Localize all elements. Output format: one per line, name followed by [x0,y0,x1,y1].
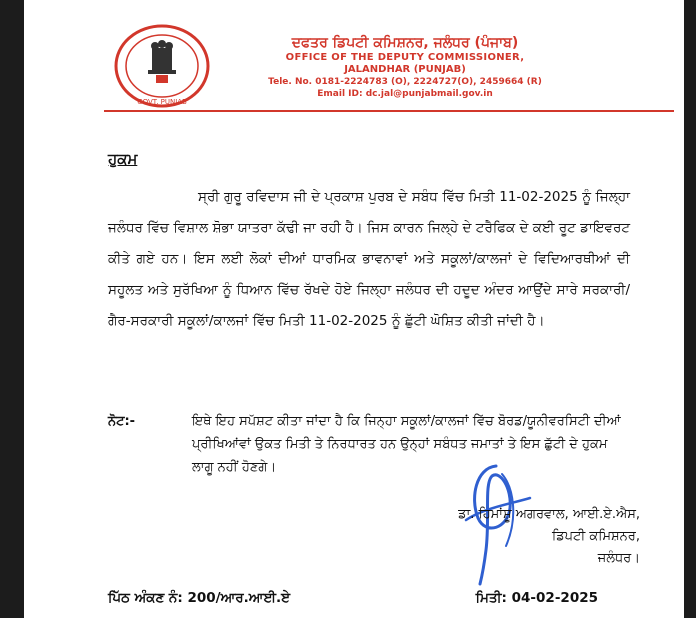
office-title-english: OFFICE OF THE DEPUTY COMMISSIONER, [285,52,525,63]
endorsement-number: ਪਿੱਠ ਅੰਕਣ ਨੰ: 200/ਆਰ.ਆਈ.ਏ [108,590,291,606]
signatory-designation: ਡਿਪਟੀ ਕਮਿਸ਼ਨਰ, [552,529,640,544]
letterhead [24,0,684,118]
government-seal-icon [112,22,212,112]
order-paragraph: ਸ੍ਰੀ ਗੁਰੂ ਰਵਿਦਾਸ ਜੀ ਦੇ ਪ੍ਰਕਾਸ਼ ਪੁਰਬ ਦੇ ਸਬੰਧ ਵਿੱਚ ਮਿਤੀ 11-02-2025 ਨੂੰ ਜਿਲ੍ਹਾ ਜਲੰਧਰ ਵਿੱਚ ਵਿਸ਼ਾਲ ਸ਼ੋਭਾ ਯਾਤਰਾ ਕੱਢੀ ਜਾ ਰਹੀ ਹੈ। ਜਿਸ ਕਾਰਨ ਜਿਲ੍ਹੇ ਦੇ ਟਰੈਫਿਕ ਦੇ ਕਈ ਰੂਟ ਡਾਇਵਰਟ ਕੀਤੇ ਗਏ ਹਨ। ਇਸ ਲਈ ਲੋਕਾਂ ਦੀਆਂ ਧਾਰਮਿਕ ਭਾਵਨਾਵਾਂ ਅਤੇ ਸਕੂਲਾਂ/ਕਾਲਜਾਂ ਦੇ ਵਿਦਿਆਰਥੀਆਂ ਦੀ ਸਹੂਲਤ ਅਤੇ ਸੁਰੱਖਿਆ ਨੂੰ ਧਿਆਨ ਵਿੱਚ ਰੱਖਦੇ ਹੋਏ ਜਿਲ੍ਹਾ ਜਲੰਧਰ ਦੀ ਹਦੂਦ ਅੰਦਰ ਆਉਂਦੇ ਸਾਰੇ ਸਰਕਾਰੀ/ਗੈਰ-ਸਰਕਾਰੀ ਸਕੂਲਾਂ/ਕਾਲਜਾਂ ਵਿੱਚ ਮਿਤੀ 11-02-2025 ਨੂੰ ਛੁੱਟੀ ਘੋਸ਼ਿਤ ਕੀਤੀ ਜਾਂਦੀ ਹੈ। [108,189,630,329]
email-address: Email ID: dc.jal@punjabmail.gov.in [317,89,493,99]
order-title: ਹੁਕਮ [108,150,138,168]
signatory-block [400,504,640,570]
order-body [108,182,630,337]
issue-date: ਮਿਤੀ: 04-02-2025 [475,590,598,606]
letterhead-text [240,34,570,100]
document-page [24,0,684,618]
office-title-punjabi: ਦਫਤਰ ਡਿਪਟੀ ਕਮਿਸ਼ਨਰ, ਜਲੰਧਰ (ਪੰਜਾਬ) [291,35,519,51]
note-label: ਨੋਟ:- [108,414,136,429]
note-text: ਇਥੇ ਇਹ ਸਪੱਸ਼ਟ ਕੀਤਾ ਜਾਂਦਾ ਹੈ ਕਿ ਜਿਨ੍ਹਾ ਸਕੂਲਾਂ/ਕਾਲਜਾਂ ਵਿੱਚ ਬੋਰਡ/ਯੂਨੀਵਰਸਿਟੀ ਦੀਆਂ ਪ੍ਰੀਖਿਆਂਵਾਂ ਉਕਤ ਮਿਤੀ ਤੇ ਨਿਰਧਾਰਤ ਹਨ ਉਨ੍ਹਾਂ ਸਬੰਧਤ ਜਮਾਤਾਂ ਤੇ ਇਸ ਛੁੱਟੀ ਦੇ ਹੁਕਮ ਲਾਗੂ ਨਹੀਂ ਹੋਣਗੇ। [192,414,621,475]
office-location: JALANDHAR (PUNJAB) [344,64,466,75]
header-divider [104,110,674,112]
signatory-name: ਡਾ. ਹਿਮਾਂਸ਼ੂ ਅਗਰਵਾਲ, ਆਈ.ਏ.ਐਸ, [458,507,640,522]
phone-numbers: Tele. No. 0181-2224783 (O), 2224727(O), 2459664 (R) [268,77,542,87]
signatory-place: ਜਲੰਧਰ। [597,551,640,566]
svg-text:GOVT. PUNJAB: GOVT. PUNJAB [137,98,187,106]
